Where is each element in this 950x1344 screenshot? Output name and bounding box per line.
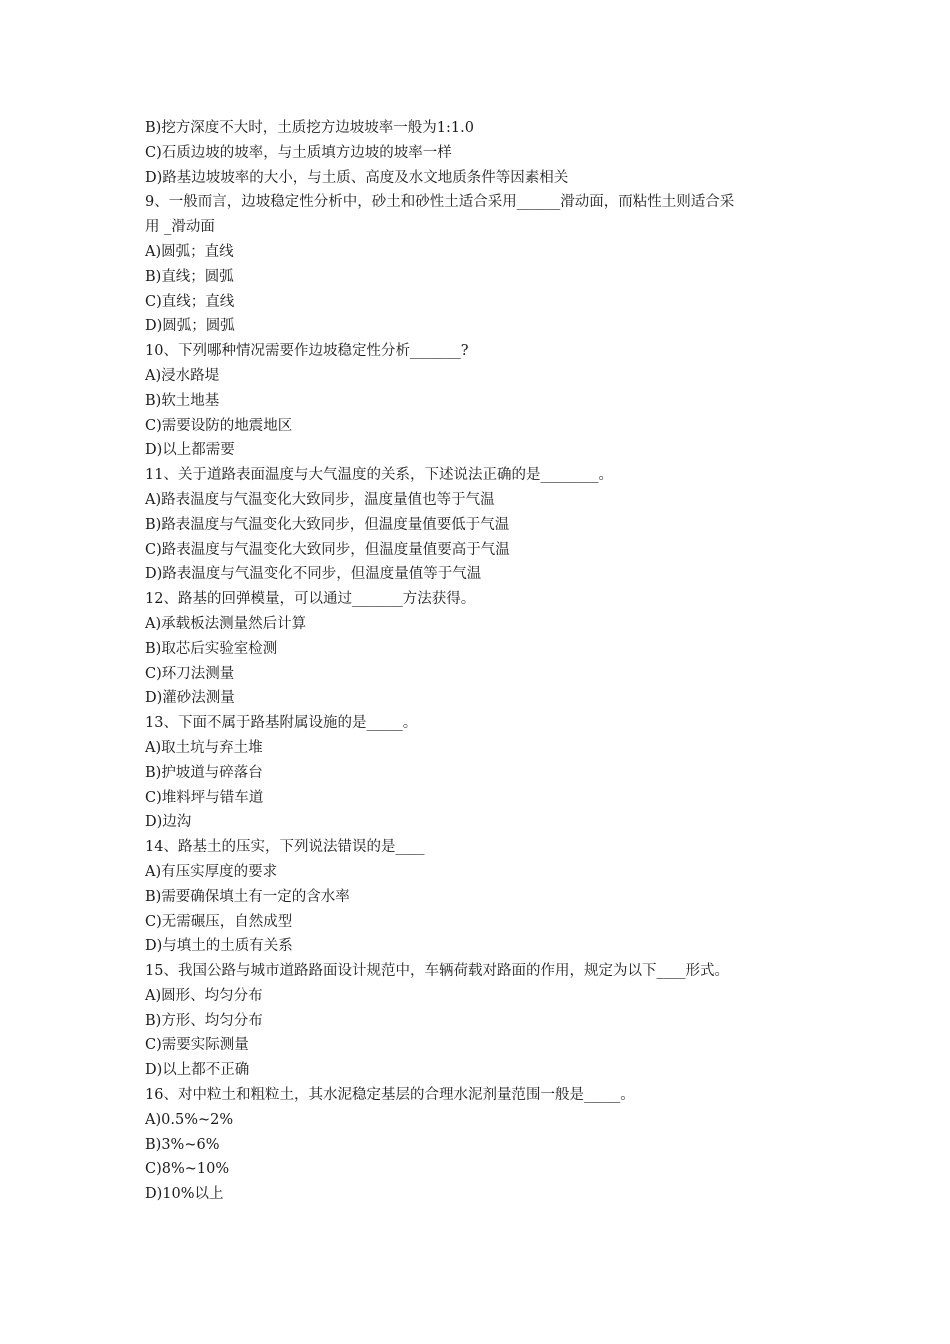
option-a: A)圆弧；直线	[145, 243, 234, 260]
option-c: C)路表温度与气温变化大致同步，但温度量值要高于气温	[145, 541, 510, 558]
option-a: A)路表温度与气温变化大致同步，温度量值也等于气温	[145, 491, 495, 508]
option-d: D)路表温度与气温变化不同步，但温度量值等于气温	[145, 566, 482, 583]
option-d: D)与填土的土质有关系	[145, 938, 293, 955]
question-9-continued: 用 _滑动面	[145, 219, 215, 236]
question-9: 9、一般而言，边坡稳定性分析中，砂土和砂性土适合采用______滑动面，而粘性土则适合采	[145, 194, 735, 211]
option-a: A)浸水路堤	[145, 367, 220, 384]
text-line: C)石质边坡的坡率，与土质填方边坡的坡率一样	[145, 144, 452, 161]
option-c: C)需要设防的地震地区	[145, 417, 293, 434]
option-a: A)有压实厚度的要求	[145, 863, 278, 880]
option-b: B)取芯后实验室检测	[145, 640, 278, 657]
question-15: 15、我国公路与城市道路路面设计规范中，车辆荷载对路面的作用，规定为以下____形式。	[145, 963, 729, 980]
option-d: D)以上都需要	[145, 442, 235, 459]
option-c: C)堆料坪与错车道	[145, 789, 264, 806]
option-a: A)圆形、均匀分布	[145, 987, 263, 1004]
option-b: B)方形、均匀分布	[145, 1012, 263, 1029]
option-a: A)0.5%~2%	[145, 1111, 234, 1128]
option-d: D)灌砂法测量	[145, 690, 235, 707]
option-d: D)10%以上	[145, 1186, 224, 1203]
option-c: C)环刀法测量	[145, 665, 235, 682]
option-b: B)需要确保填土有一定的含水率	[145, 888, 350, 905]
option-b: B)直线；圆弧	[145, 268, 234, 285]
option-d: D)圆弧；圆弧	[145, 318, 235, 335]
option-a: A)承载板法测量然后计算	[145, 615, 307, 632]
option-b: B)护坡道与碎落台	[145, 764, 263, 781]
option-d: D)以上都不正确	[145, 1062, 250, 1079]
question-13: 13、下面不属于路基附属设施的是_____。	[145, 715, 418, 732]
option-c: C)需要实际测量	[145, 1037, 249, 1054]
option-c: C)直线；直线	[145, 293, 235, 310]
option-c: C)8%~10%	[145, 1161, 230, 1178]
option-b: B)软土地基	[145, 392, 220, 409]
question-11: 11、关于道路表面温度与大气温度的关系，下述说法正确的是________。	[145, 467, 613, 484]
question-12: 12、路基的回弹模量，可以通过_______方法获得。	[145, 591, 476, 608]
text-line: B)挖方深度不大时，土质挖方边坡坡率一般为1:1.0	[145, 120, 474, 136]
document-page	[145, 116, 815, 1207]
option-b: B)路表温度与气温变化大致同步，但温度量值要低于气温	[145, 516, 510, 533]
option-b: B)3%~6%	[145, 1136, 220, 1153]
text-line: D)路基边坡坡率的大小，与土质、高度及水文地质条件等因素相关	[145, 169, 569, 186]
question-14: 14、路基土的压实，下列说法错误的是____	[145, 839, 425, 856]
question-10: 10、下列哪种情况需要作边坡稳定性分析_______?	[145, 343, 469, 360]
option-c: C)无需碾压，自然成型	[145, 913, 293, 930]
option-a: A)取土坑与弃土堆	[145, 739, 263, 756]
question-16: 16、对中粒土和粗粒土，其水泥稳定基层的合理水泥剂量范围一般是_____。	[145, 1087, 635, 1104]
option-d: D)边沟	[145, 814, 192, 831]
